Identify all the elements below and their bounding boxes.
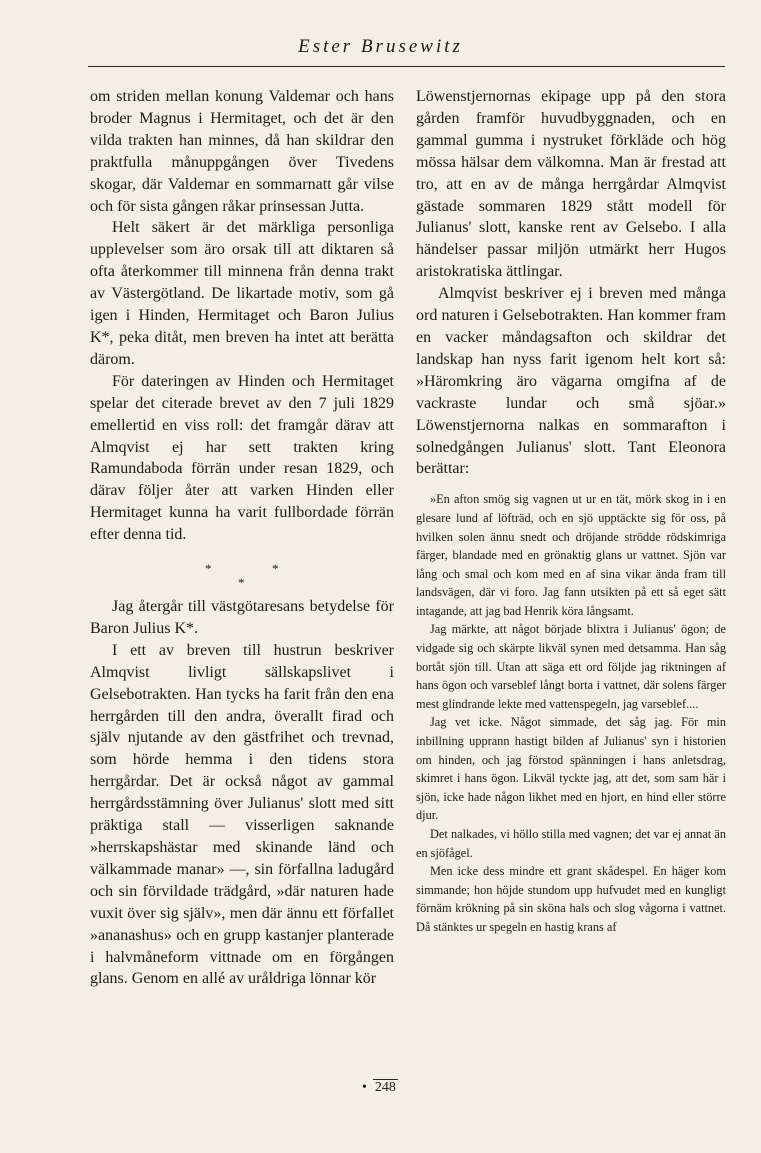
block-quote [416,490,726,936]
paragraph: Löwenstjernornas ekipage upp på den stora gården framför huvudbyggnaden, och en gammal gumma i nystruket förkläde och hög mössa hälsar dem välkomna. Man är frestad att tro, att en av de många herrgårdar Almqvist gästade sommaren 1829 stått modell för Julianus' slott, kanske rent av Gelsebo. I alla händelser passar miljön utmärkt herr Hugos aristokratiska ättlingar. [416,88,726,281]
page-number: 248 [374,1080,396,1095]
paragraph: Helt säkert är det märkliga personliga upplevelser som äro orsak till att diktaren så ofta återkommer till minnena från denna trakt av Västergötland. De likartade motiv, som gå igen i Hinden, Hermitaget och Baron Julius K*, peka ditåt, men breven ha intet att berätta därom. [90,219,394,368]
paragraph: om striden mellan konung Valdemar och hans broder Magnus i Hermitaget, och det är den vilda trakten han minnes, då han skildrar den praktfulla månuppgången över Tivedens skogar, där Valdemar en sommarnatt går vilse och för sista gången råkar prinsessan Jutta. [90,88,394,215]
asterisk: * [205,561,212,577]
paragraph: I ett av breven till hustrun beskriver Almqvist livligt sällskapslivet i Gelsebotrakten. Han tycks ha farit från den ena herrgården till den andra, överallt firad och själv njutande av den gästfrihet och trevnad, som hörde hemma i den tidens stora herrgårdar. Det är också något av gammal herrgårdsstämning över Julianus' slott med sitt präktiga stall — visserligen saknande »herrskapshästar med skinande länd och välkammade manar» —, sin förfallna ladugård och sin förvildade trädgård, »där naturen hade vuxit över sig själv», men där ännu ett förfallet »ananashus» och en grupp kastanjer planterade i halvmåneform vittnade om en förgången glans. Genom en allé av uråldriga lönnar kör [90,641,394,988]
header-rule [88,66,725,67]
folio-mark: • [362,1080,367,1095]
paragraph: Jag återgår till västgötaresans betydelse för Baron Julius K*. [90,598,394,637]
quote-paragraph: Jag vet icke. Något simmade, det såg jag. För min inbillning upprann hastigt bilden af Julianus' syn i historien om hinden, och jag förstod spänningen i hans anletsdrag, skimret i hans ögon. Likväl tyckte jag, att det, som sam här i sjön, icke hade någon likhet med en hjort, en hind eller större djur. [416,715,726,823]
right-column [416,86,726,937]
page-folio [362,1080,398,1096]
quote-paragraph: »En afton smög sig vagnen ut ur en tät, mörk skog in i en glesare lund af löfträd, och en sjö upptäckte sig för oss, på hvilken solen ännu snedt och dröjande strödde rödskimriga färger, blandade med en grönaktig glans ur vattnet. Sjön var lång och smal och kom med en af sina vikar ända fram till landsvägen, där vi foro. Jag fann utsikten på ett så eget sätt intagande, att jag bad Henrik köra långsamt. [416,492,726,618]
quote-paragraph: Men icke dess mindre ett grant skådespel. En häger kom simmande; hon höjde stundom upp hufvudet med en kungligt förnäm krökning på sin sköna hals och slog vågorna i vattnet. Då stänktes ur spegeln en hastig krans af [416,864,726,934]
running-head: Ester Brusewitz [298,36,463,57]
section-break-asterism [90,546,394,596]
quote-paragraph: Jag märkte, att något började blixtra i Julianus' ögon; de vidgade sig och skärpte likväl synen med detsamma. Han såg bortåt sjön till. Utan att säga ett ord följde jag riktningen af hans ögon och varseblef långt borta i vattnet, där solens färger mest glindrande lekte med vattenspegeln, jag varseblef.... [416,622,726,711]
asterisk: * [272,561,279,577]
paragraph: Almqvist beskriver ej i breven med många ord naturen i Gelsebotrakten. Han kommer fram en vacker måndagsafton och skildrar det landskap han nyss farit igenom helt kort så: »Häromkring äro vägarna omgifna af de vackraste lundar och små sjöar.» Löwenstjernorna nalkas en sommarafton i solnedgången Julianus' slott. Tant Eleonora berättar: [416,285,726,478]
left-column [90,86,394,990]
paragraph: För dateringen av Hinden och Hermitaget spelar det citerade brevet av den 7 juli 1829 emellertid en viss roll: det framgår därav att Almqvist ej har sett trakten kring Ramundaboda förrän under resan 1829, och därav följer åter att varken Hinden eller Hermitaget kunna ha varit fullbordade förrän efter denna tid. [90,372,394,544]
quote-paragraph: Det nalkades, vi höllo stilla med vagnen; det var ej annat än en sjöfågel. [416,827,726,860]
asterisk: * [238,575,245,591]
